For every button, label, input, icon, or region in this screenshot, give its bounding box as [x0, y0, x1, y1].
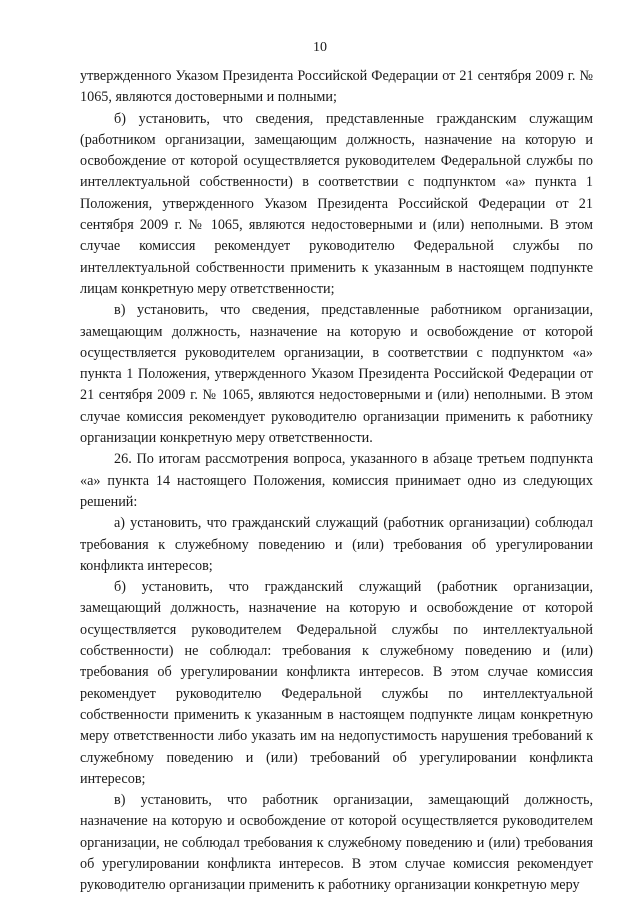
- paragraph: а) установить, что гражданский служащий (работник организации) соблюдал требования к служебному поведению и (или) требования об урегулировании конфликта интересов;: [80, 515, 593, 574]
- paragraph: в) установить, что работник организации, замещающий должность, назначение на которую и освобождение от которой осуществляется руководителем организации, не соблюдал требования к служебному поведению и (или) требования об урегулировании конфликта интересов. В этом случае комиссия рекомендует руководителю организации применить к работнику организации конкретную меру: [80, 792, 593, 894]
- document-body: [80, 66, 593, 897]
- paragraph: в) установить, что сведения, представленные работником организации, замещающим должность, назначение на которую и освобождение от которой осуществляется руководителем организации, в соответствии с подпунктом «а» пункта 1 Положения, утвержденного Указом Президента Российской Федерации от 21 сентября 2009 г. № 1065, являются недостоверными и (или) неполными. В этом случае комиссия рекомендует руководителю организации применить к работнику организации конкретную меру ответственности.: [80, 302, 593, 447]
- paragraph: б) установить, что гражданский служащий (работник организации, замещающий должность, назначение на которую и освобождение от которой осуществляется руководителем Федеральной службы по интеллектуальной собственности) не соблюдал: требования к служебному поведению и (или) требования об урегулировании конфликта интересов. В этом случае комиссия рекомендует руководителю Федеральной службы по интеллектуальной собственности применить к указанным в настоящем подпункте лицам конкретную меру ответственности либо указать им на недопустимость нарушения требований к служебному поведению и (или) требований об урегулировании конфликта интересов;: [80, 579, 593, 787]
- page-number: 10: [313, 40, 327, 55]
- paragraph: утвержденного Указом Президента Российской Федерации от 21 сентября 2009 г. № 1065, являются достоверными и полными;: [80, 68, 593, 106]
- paragraph: б) установить, что сведения, представленные гражданским служащим (работником организации, замещающим должность, назначение на которую и освобождение от которой осуществляется руководителем Федеральной службы по интеллектуальной собственности) в соответствии с подпунктом «а» пункта 1 Положения, утвержденного Указом Президента Российской Федерации от 21 сентября 2009 г. № 1065, являются недостоверными и (или) неполными. В этом случае комиссия рекомендует руководителю Федеральной службы по интеллектуальной собственности применить к указанным в настоящем подпункте лицам конкретную меру ответственности;: [80, 110, 593, 297]
- paragraph: 26. По итогам рассмотрения вопроса, указанного в абзаце третьем подпункта «а» пункта 14 настоящего Положения, комиссия принимает одно из следующих решений:: [80, 451, 593, 510]
